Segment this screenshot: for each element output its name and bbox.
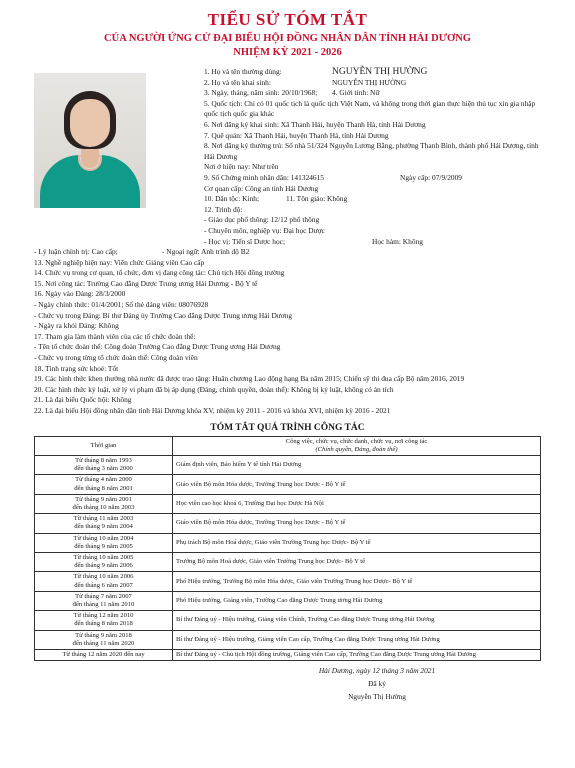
profile-section [34, 67, 541, 247]
table-row [35, 475, 541, 494]
description-cell: Phó Hiệu trưởng, Giảng viên, Trường Cao đẳng Dược Trung ương Hải Dương [173, 591, 541, 610]
personal-info-continued [34, 247, 541, 417]
period-start: Từ tháng 4 năm 2000 [75, 476, 132, 484]
info-line-16: 16. Ngày vào Đảng: 28/3/2000 [34, 289, 126, 299]
info-line-17a: - Tên tổ chức đoàn thể: Công đoàn Trường Cao đẳng Dược Trung ương Hải Dương [34, 342, 281, 352]
period-end: đến tháng 10 năm 2003 [72, 504, 135, 512]
work-history-rows [35, 456, 541, 661]
period-start: Từ tháng 12 năm 2010 [73, 612, 134, 620]
info-line-5: 5. Quốc tịch: Chỉ có 01 quốc tịch là quốc tịch Việt Nam, và không trong thời gian thực hiện thủ tục xin gia nhập quốc tịch quốc gia khác [204, 98, 536, 119]
description-cell: Giám định viên, Bảo hiểm Y tế tỉnh Hải Dương [173, 456, 541, 475]
description-cell: Giáo viên Bộ môn Hóa dược, Trường Trung học Dược - Bộ Y tế [173, 514, 541, 533]
document-title: TIỂU SỬ TÓM TẮT [207, 10, 368, 29]
table-row [35, 591, 541, 610]
period-cell [35, 533, 173, 552]
period-cell [35, 494, 173, 513]
description-cell: Học viên cao học khoá 6, Trường Đại học Dược Hà Nội [173, 494, 541, 513]
info-line-12d: - Lý luận chính trị: Cao cấp; - Ngoại ngữ: Anh trình độ B2 [34, 247, 250, 257]
info-line-17b: - Chức vụ trong từng tổ chức đoàn thể: Công đoàn viên [34, 353, 198, 363]
document-term: NHIỆM KỲ 2021 - 2026 [233, 47, 342, 58]
info-line-8: 8. Nơi đăng ký thường trú: Số nhà 51/324 Nguyễn Lương Bằng, phường Thanh Bình, thành phố Hải Dương, tỉnh Hải Dương [204, 141, 539, 161]
info-line-1: 1. Họ và tên thường dùng: NGUYỄN THỊ HƯỜNG [204, 67, 428, 77]
description-cell: Trưởng Bộ môn Hoá dược, Giáo viên Trường Trung học Dược- Bộ Y tế [173, 553, 541, 572]
period-start: Từ tháng 9 năm 2018 [75, 631, 132, 639]
period-end: đến tháng 9 năm 2005 [74, 542, 133, 550]
info-line-12c: - Học vị: Tiến sĩ Dược học; Học hàm: Không [204, 236, 423, 246]
info-line-22: 22. Là đại biểu Hội đồng nhân dân tỉnh Hải Dương khóa XV, nhiệm kỳ 2011 - 2016 và khóa XVI, nhiệm kỳ 2016 - 2021 [34, 406, 391, 415]
period-end: đến tháng 11 năm 2010 [72, 601, 135, 609]
period-start: Từ tháng 7 năm 2007 [75, 592, 132, 600]
info-line-19: 19. Các hình thức khen thưởng nhà nước đã được trao tặng: Huân chương Lao động hạng Ba năm 2015; Chiến sỹ thi đua cấp Bộ năm 2016, 2019 [34, 374, 465, 384]
info-line-12: 12. Trình độ: [204, 204, 243, 214]
table-row [35, 494, 541, 513]
period-end: đến tháng 11 năm 2020 [72, 639, 135, 647]
period-start: Từ tháng 12 năm 2020 đến nay [62, 651, 145, 659]
column-header-description: Công việc, chức vụ, chức danh, chức vụ, nơi công tác (Chính quyền, Đảng, đoàn thể) [173, 436, 541, 455]
period-cell [35, 514, 173, 533]
signature-block [34, 664, 541, 703]
signature-name: Nguyễn Thị Hường [348, 692, 406, 702]
period-end: đến tháng 3 năm 2000 [74, 465, 133, 473]
info-line-3: 3. Ngày, tháng, năm sinh: 20/10/1968; 4. Giới tính: Nữ [204, 88, 380, 98]
period-cell [35, 475, 173, 494]
signature-label: Đã ký [368, 679, 386, 689]
period-start: Từ tháng 8 năm 1993 [75, 457, 132, 464]
info-line-9: 9. Số Chứng minh nhân dân: 141324615 Ngày cấp: 07/9/2009 [204, 172, 462, 182]
info-line-10: 10. Dân tộc: Kinh; 11. Tôn giáo: Không [204, 194, 348, 204]
info-line-8b: Nơi ở hiện nay: Như trên [204, 162, 279, 172]
description-cell: Giáo viên Bộ môn Hóa dược, Trường Trung học Dược - Bộ Y tế [173, 475, 541, 494]
description-cell: Phụ trách Bộ môn Hoá dược, Giáo viên Trường Trung học Dược- Bộ Y tế [173, 533, 541, 552]
personal-info [204, 67, 541, 247]
table-row [35, 533, 541, 552]
info-line-7: 7. Quê quán: Xã Thanh Hải, huyện Thanh Hà, tỉnh Hải Dương [204, 130, 389, 140]
info-line-16c: - Ngày ra khỏi Đảng: Không [34, 321, 119, 331]
period-end: đến tháng 8 năm 2001 [74, 484, 133, 492]
work-history-table [34, 436, 541, 662]
info-line-16b: - Chức vụ trong Đảng: Bí thư Đảng ủy Trường Cao đẳng Dược Trung ương Hải Dương [34, 310, 293, 320]
period-start: Từ tháng 10 năm 2004 [73, 534, 134, 542]
period-cell [35, 553, 173, 572]
info-line-20: 20. Các hình thức kỷ luật, xử lý vi phạm đã bị áp dụng (Đảng, chính quyền, đoàn thể): Không bị kỷ luật, không có án tích [34, 384, 394, 394]
info-line-12b: - Chuyên môn, nghiệp vụ: Đại học Dược [204, 225, 325, 235]
info-line-12a: - Giáo dục phổ thông: 12/12 phổ thông [204, 215, 320, 225]
info-line-16a: - Ngày chính thức: 01/4/2001; Số thẻ đảng viên: 08076928 [34, 300, 209, 310]
period-cell [35, 630, 173, 649]
info-line-6: 6. Nơi đăng ký khai sinh: Xã Thanh Hải, huyện Thanh Hà, tỉnh Hải Dương [204, 119, 426, 129]
signature-date: Hải Dương, ngày 12 tháng 3 năm 2021 [318, 666, 436, 676]
table-row [35, 611, 541, 630]
period-start: Từ tháng 10 năm 2006 [73, 573, 134, 581]
table-row [35, 572, 541, 591]
period-start: Từ tháng 9 năm 2001 [75, 495, 132, 503]
info-line-18: 18. Tình trạng sức khoẻ: Tốt [34, 363, 119, 373]
description-cell: Bí thư Đảng uỷ - Chủ tịch Hội đồng trường, Giảng viên Cao cấp, Trường Cao đẳng Dược Trung ương Hải Dương [173, 650, 541, 661]
period-cell [35, 572, 173, 591]
table-row [35, 650, 541, 661]
description-cell: Phó Hiệu trưởng, Trưởng Bộ môn Hóa dược, Giáo viên Trường Trung học Dược- Bộ Y tế [173, 572, 541, 591]
info-line-9b: Cơ quan cấp: Công an tỉnh Hải Dương [204, 183, 319, 193]
table-header-row [35, 436, 541, 455]
info-line-2: 2. Họ và tên khai sinh: NGUYỄN THỊ HƯỜNG [204, 77, 407, 87]
period-start: Từ tháng 10 năm 2005 [73, 554, 134, 562]
document-subtitle: CỦA NGƯỜI ỨNG CỬ ĐẠI BIỂU HỘI ĐỒNG NHÂN DÂN TỈNH HẢI DƯƠNG [104, 33, 471, 44]
info-line-21: 21. Là đại biểu Quốc hội: Không [34, 395, 132, 405]
portrait-photo [34, 73, 146, 208]
table-row [35, 456, 541, 475]
info-line-17: 17. Tham gia làm thành viên của các tổ chức đoàn thể: [34, 331, 196, 341]
info-line-15: 15. Nơi công tác: Trường Cao đẳng Dược Trung ương Hải Dương - Bộ Y tế [34, 278, 258, 288]
period-start: Từ tháng 11 năm 2003 [73, 515, 134, 523]
description-cell: Bí thư Đảng uỷ - Hiệu trưởng, Giảng viên Chính, Trường Cao đẳng Dược Trung ương Hải Dương [173, 611, 541, 630]
period-cell [35, 591, 173, 610]
period-end: đến tháng 9 năm 2006 [74, 562, 133, 570]
period-cell [35, 611, 173, 630]
period-cell [35, 456, 173, 475]
info-line-14: 14. Chức vụ trong cơ quan, tổ chức, đơn vị đang công tác: Chủ tịch Hội đồng trường [34, 268, 285, 278]
table-row [35, 630, 541, 649]
description-cell: Bí thư Đảng uỷ - Hiệu trưởng, Giảng viên Cao cấp, Trường Cao đẳng Dược Trung ương Hải Dương [173, 630, 541, 649]
period-end: đến tháng 8 năm 2018 [74, 620, 133, 628]
table-row [35, 514, 541, 533]
period-end: đến tháng 6 năm 2007 [74, 581, 133, 589]
period-cell [35, 650, 173, 661]
work-history-title: TÓM TẮT QUÁ TRÌNH CÔNG TÁC [210, 422, 365, 433]
info-line-13: 13. Nghề nghiệp hiện nay: Viên chức Giảng viên Cao cấp [34, 257, 205, 267]
table-row [35, 553, 541, 572]
period-end: đến tháng 9 năm 2004 [74, 523, 133, 531]
column-header-period: Thời gian [35, 436, 173, 455]
